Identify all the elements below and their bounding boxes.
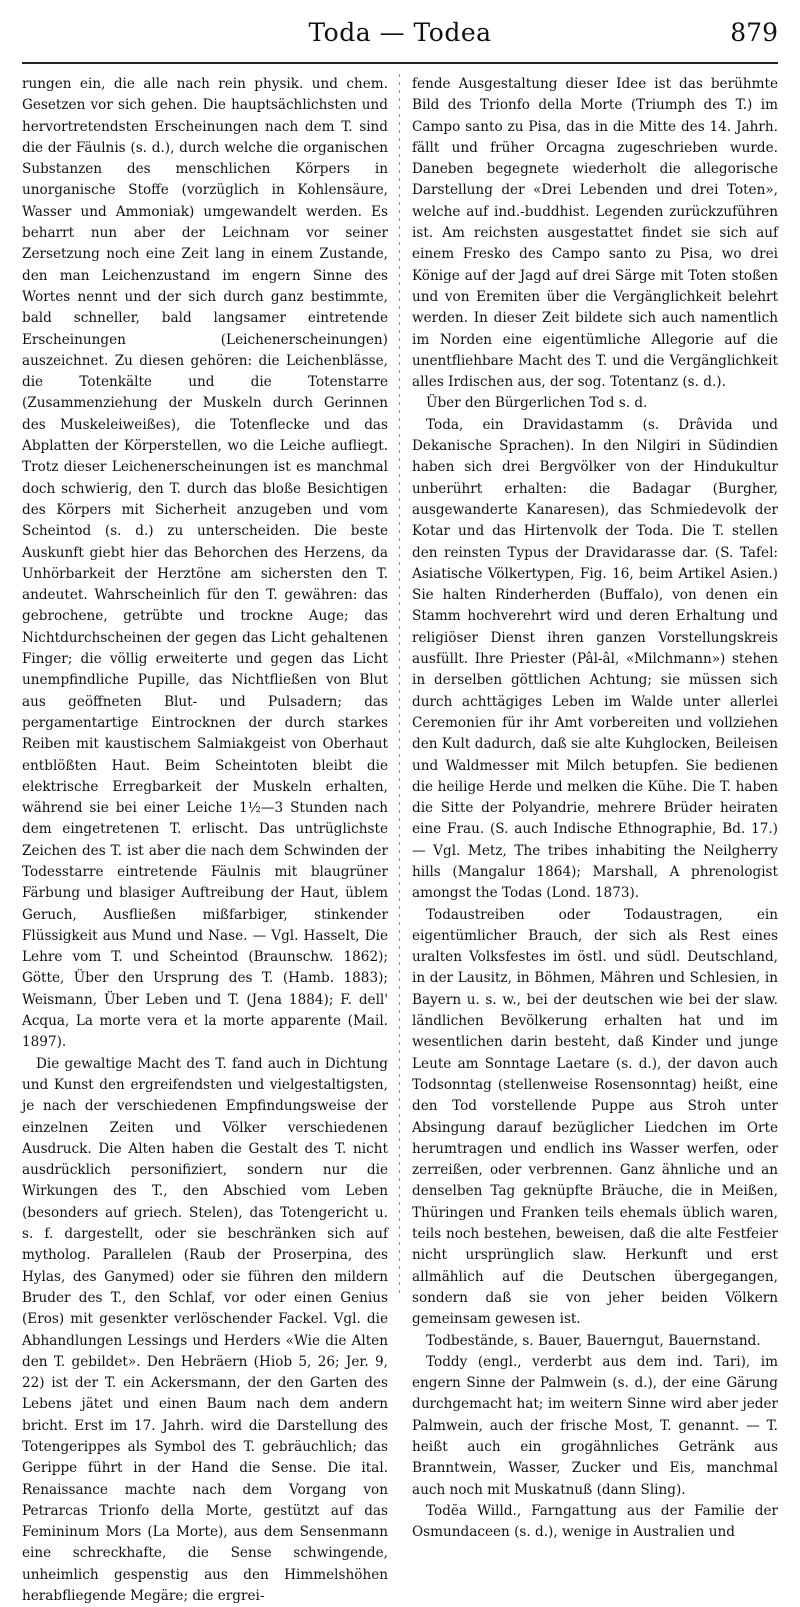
paragraph-death-phenomena: rungen ein, die alle nach rein physik. und chem. Gesetzen vor sich gehen. Die hauptsächlichsten und hervortretendsten Erscheinungen nach dem T. sind die der Fäulnis (s. d.), durch welche die organischen Substanzen des menschlichen Körpers in unorganische Stoffe (vorzüglich in Kohlensäure, Wasser und Ammoniak) umgewandelt werden. Es beharrt nun aber der Leichnam vor seiner Zersetzung noch eine Zeit lang in einem Zustande, den man Leichenzustand im engern Sinne des Wortes nennt und der sich durch ganz bestimmte, bald schneller, bald langsamer eintretende Erscheinungen (Leichenerscheinungen) auszeichnet. Zu diesen gehören: die Leichenblässe, die Totenkälte und die Totenstarre (Zusammenziehung der Muskeln durch Gerinnen des Muskeleiweißes), die Totenflecke und das Abplatten der Körperstellen, wo die Leiche aufliegt. Trotz dieser Leichenerscheinungen ist es manchmal doch schwierig, den T. durch das bloße Besichtigen des Körpers mit Sicherheit anzugeben und vom Scheintod (s. d.) zu unterscheiden. Die beste Auskunft giebt hier das Behorchen des Herzens, da Unhörbarkeit der Herztöne am sichersten den T. andeutet. Wahrscheinlich für den T. gewähren: das gebrochene, getrübte und trockne Auge; das Nichtdurchscheinen der gegen das Licht gehaltenen Finger; die völlig erweiterte und gegen das Licht unempfindliche Pupille, das Nichtfließen von Blut aus geöffneten Blut- und Pulsadern; das pergamentartige Eintrocknen der durch starkes Reiben mit kaustischem Salmiakgeist von Oberhaut entblößten Haut. Beim Scheintoten bleibt die elektrische Erregbarkeit der Muskeln erhalten, während sie bei einer Leiche 1½—3 Stunden nach dem eingetretenen T. erlischt. Das untrüglichste Zeichen des T. ist aber die nach dem Schwinden der Todesstarre eintretende Fäulnis mit blaugrüner Färbung und blasiger Auftreibung der Haut, üblem Geruch, Ausfließen mißfarbiger, stinkender Flüssigkeit aus Mund und Nase. — Vgl. Hasselt, Die Lehre vom T. und Scheintod (Braunschw. 1862); Götte, Über den Ursprung des T. (Hamb. 1883); Weismann, Über Leben und T. (Jena 1884); F. dell' Acqua, La morte vera et la morte apparente (Mail. 1897). [22,76,388,1051]
entry-todaustreiben: Todaustreiben oder Todaustragen, ein eigentümlicher Brauch, der sich als Rest eines uralten Volksfestes im östl. und südl. Deutschland, in der Lausitz, in Böhmen, Mähren und Schlesien, in Bayern u. s. w., bei der deutschen wie bei der slaw. ländlichen Bevölkerung erhalten hat und im wesentlichen darin besteht, daß Kinder und junge Leute am Sonntage Laetare (s. d.), der davon auch Todsonntag (stellenweise Rosensonntag) heißt, eine den Tod vorstellende Puppe aus Stroh unter Absingung darauf bezüglicher Liedchen im Orte herumtragen und endlich ins Wasser werfen, oder zerreißen, oder verbrennen. Ganz ähnliche und an denselben Tag geknüpfte Bräuche, die in Meißen, Thüringen und Franken teils ehemals üblich waren, teils noch bestehen, beweisen, daß die alte Festfeier nicht ursprünglich slaw. Herkunft und erst allmählich auf die Deutschen übergegangen, sondern daß sie von jeher beiden Völkern gemeinsam gewesen ist. [412,906,778,1328]
running-title: Toda — Todea [308,18,492,47]
header-rule [22,62,778,64]
page-header [22,14,778,54]
right-column [412,74,778,1541]
paragraph-buergerlicher-tod: Über den Bürgerlichen Tod s. d. [426,395,648,412]
paragraph-death-in-art: Die gewaltige Macht des T. fand auch in Dichtung und Kunst den ergreifendsten und vielgestaltigsten, je nach der verschiedenen Empfindungsweise der einzelnen Zeiten und Völker verschiedenen Ausdruck. Die Alten haben die Gestalt des T. nicht ausdrücklich personifiziert, sondern nur die Wirkungen des T., den Abschied vom Leben (besonders auf griech. Stelen), das Totengericht u. s. f. dargestellt, oder sie beschränken sich auf mytholog. Parallelen (Raub der Proserpina, des Hylas, des Ganymed) oder sie führen den mildern Bruder des T., den Schlaf, vor oder einen Genius (Eros) mit gesenkter verlöschender Fackel. Vgl. die Abhandlungen Lessings und Herders «Wie die Alten den T. gebildet». Den Hebräern (Hiob 5, 26; Jer. 9, 22) ist der T. ein Ackersmann, der den Garten des Lebens jätet und einen Baum nach dem andern bricht. Erst im 17. Jahrh. wird die Darstellung des Totengerippes als Symbol des T. gebräuchlich; das Gerippe führt in der Hand die Sense. Die ital. Renaissance machte nach dem Vorgang von Petrarcas Trionfo della Morte, gestützt auf das Femininum Mors (La Morte), aus dem Sensenmann eine schreckhafte, die Sense schwingende, unheimlich gespenstig aus den Himmelshöhen herabfliegende Megäre; die ergrei- [22,1055,388,1605]
paragraph-trionfo: fende Ausgestaltung dieser Idee ist das berühmte Bild des Trionfo della Morte (Triumph des T.) im Campo santo zu Pisa, das in die Mitte des 14. Jahrh. fällt und früher Orcagna zugeschrieben wurde. Daneben begegnete wiederholt die allegorische Darstellung der «Drei Lebenden und drei Toten», welche auf ind.-buddhist. Legenden zurückzuführen ist. Am reichsten ausgestattet findet sie sich auf einem Fresko des Campo santo zu Pisa, wo drei Könige auf der Jagd auf drei Särge mit Toten stoßen und von Eremiten über die Vergänglichkeit belehrt werden. In dieser Zeit bildete sich auch namentlich im Norden eine eigentümliche Allegorie auf die unentfliehbare Macht des T. und die Vergänglichkeit alles Irdischen aus, der sog. Totentanz (s. d.). [412,76,778,391]
page-number: 879 [730,18,778,47]
column-divider [399,74,400,1296]
entry-todbestaende: Todbestände, s. Bauer, Bauerngut, Bauernstand. [426,1332,761,1349]
entry-toddy: Toddy (engl., verderbt aus dem ind. Tari), im engern Sinne der Palmwein (s. d.), der eine Gärung durchgemacht hat; im weitern Sinne wird aber jeder Palmwein, auch der frische Most, T. genannt. — T. heißt auch ein grogähnliches Getränk aus Branntwein, Wasser, Zucker und Eis, manchmal auch noch mit Muskatnuß (dann Sling). [412,1353,778,1498]
entry-todea: Todĕa Willd., Farngattung aus der Familie der Osmundaceen (s. d.), wenige in Australien und [412,1502,778,1541]
entry-toda: Toda, ein Dravidastamm (s. Drâvida und Dekanische Sprachen). In den Nilgiri in Südindien haben sich drei Bergvölker von der Hindukultur unberührt erhalten: die Badagar (Burgher, ausgewanderte Kanaresen), das Schmiedevolk der Kotar und das Hirtenvolk der Toda. Die T. stellen den reinsten Typus der Dravidarasse dar. (S. Tafel: Asiatische Völkertypen, Fig. 16, beim Artikel Asien.) Sie halten Rinderherden (Buffalo), von denen ein Stamm hochverehrt wird und deren Erhaltung und religiöser Dienst ihren ganzen Vorstellungskreis ausfüllt. Ihre Priester (Pâl-âl, «Milchmann») stehen in derselben göttlichen Achtung; sie müssen sich durch achttägiges Leben im Walde unter allerlei Ceremonien für ihr Amt vorbereiten und vollziehen den Kult dadurch, daß sie alte Kuhglocken, Beileisen und Waldmesser mit Milch betupfen. Sie bedienen die heilige Herde und melken die Kühe. Die T. haben die Sitte der Polyandrie, mehrere Brüder heiraten eine Frau. (S. auch Indische Ethnographie, Bd. 17.) — Vgl. Metz, The tribes inhabiting the Neilgherry hills (Mangalur 1864); Marshall, A phrenologist amongst the Todas (Lond. 1873). [412,416,778,902]
left-column [22,74,388,1605]
